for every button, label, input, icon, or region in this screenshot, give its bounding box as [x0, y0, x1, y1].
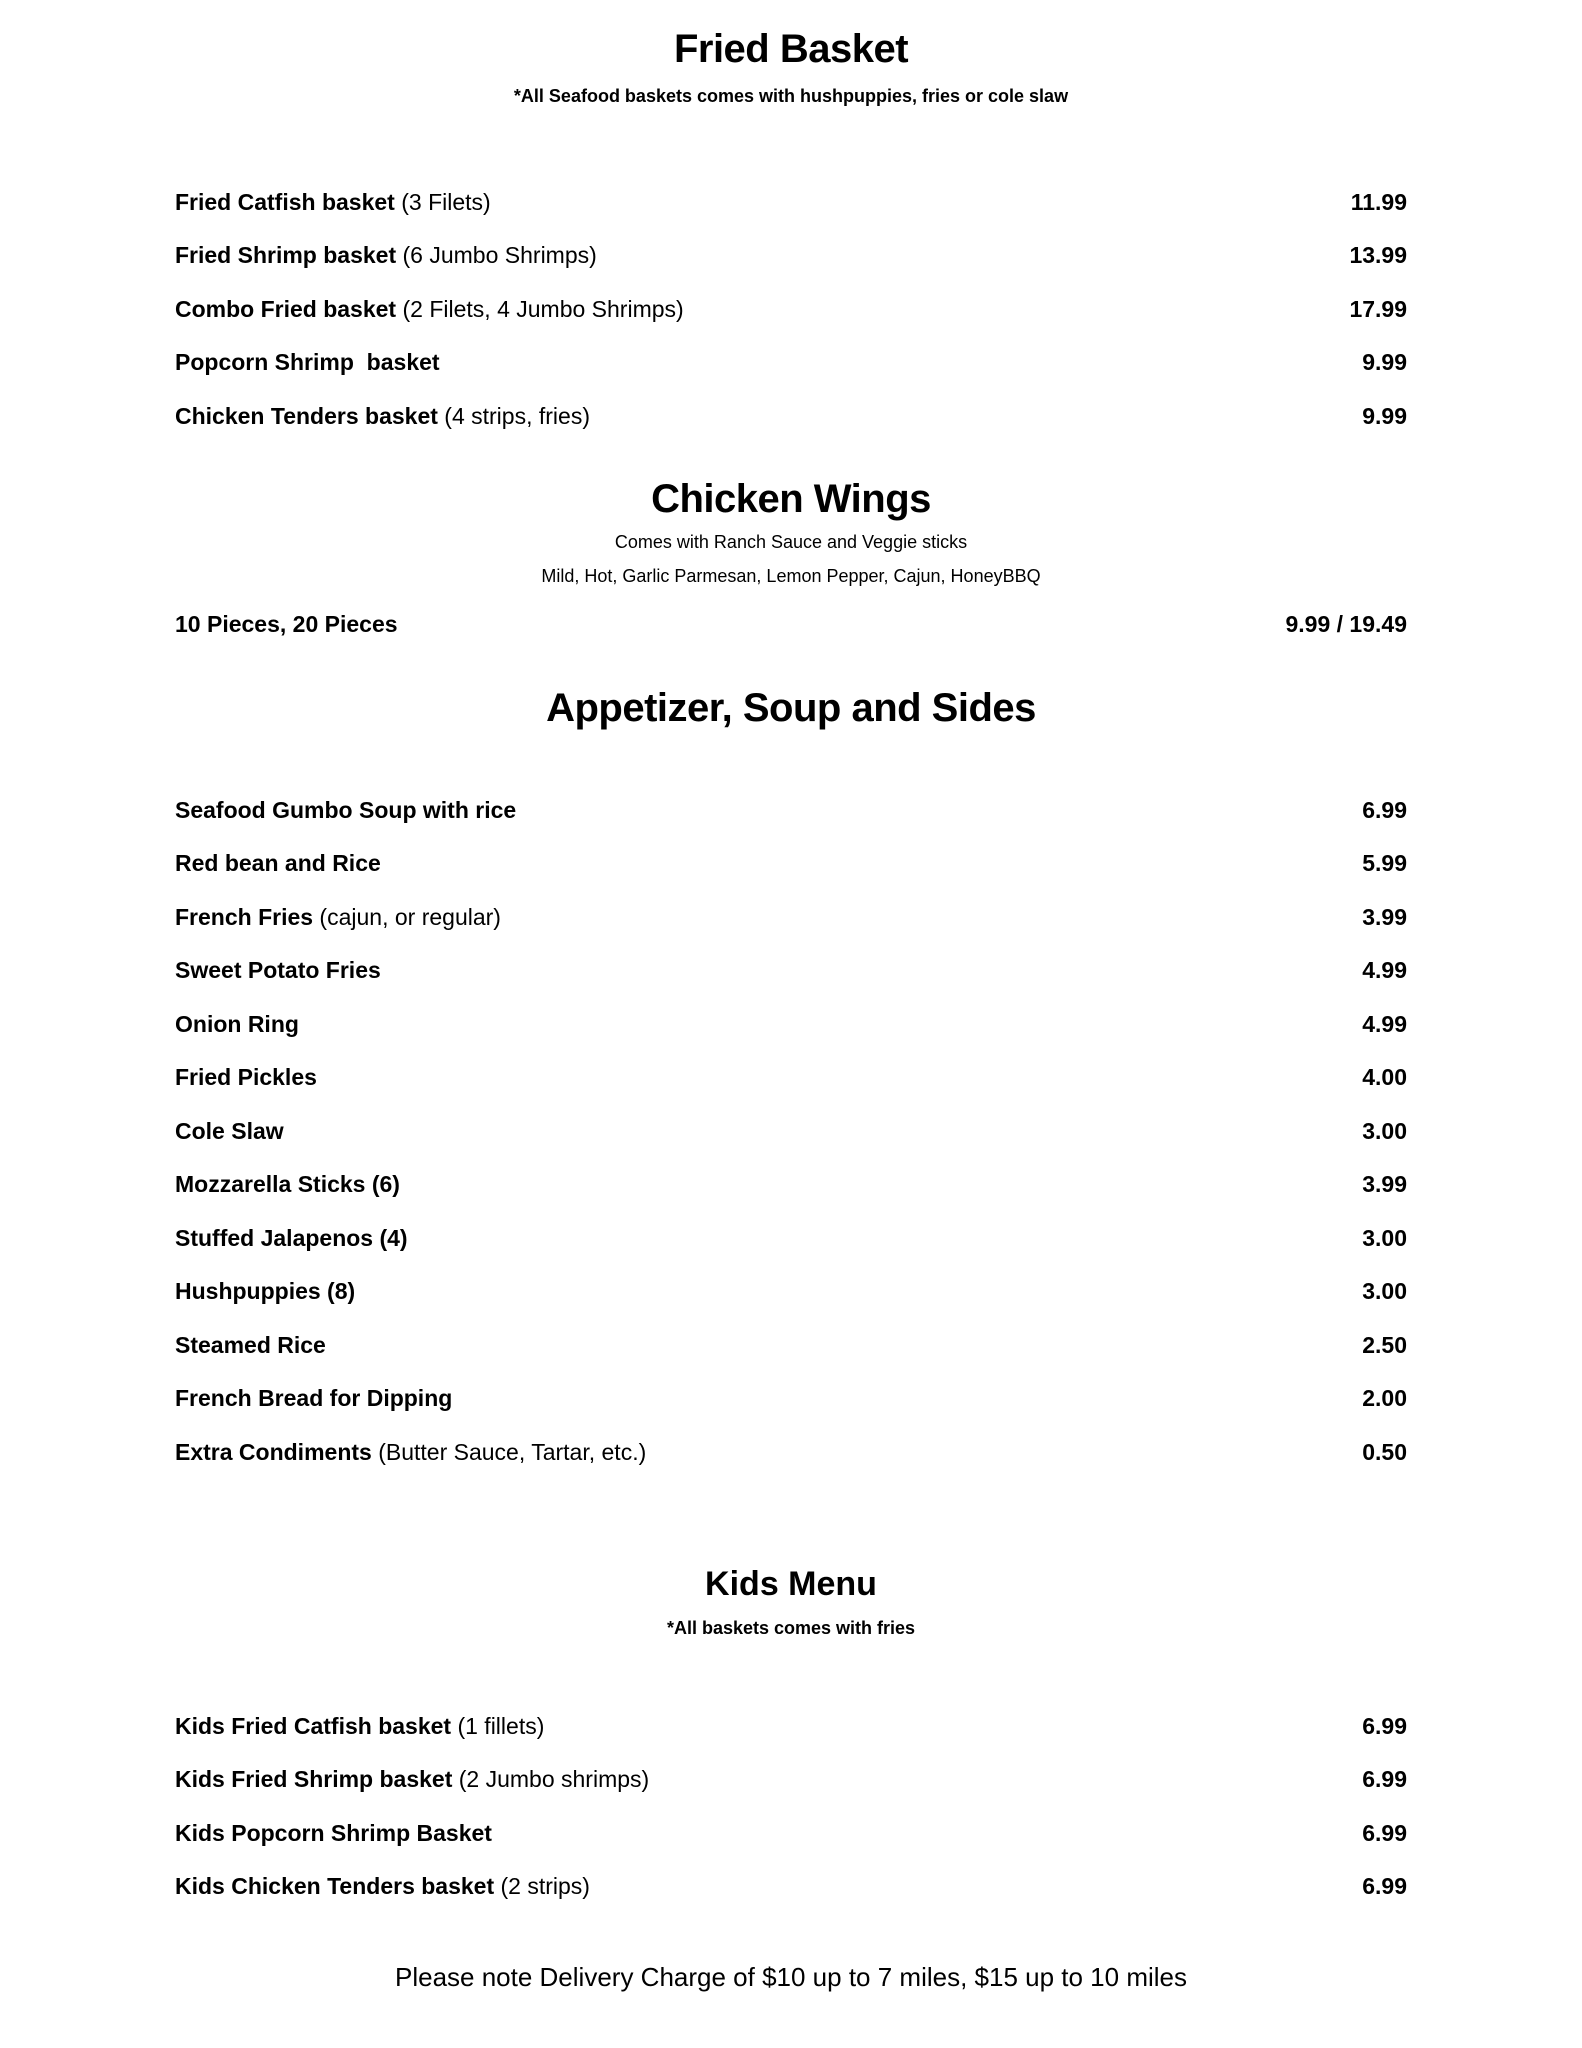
item-name: Seafood Gumbo Soup with rice — [175, 797, 517, 823]
item-detail: (Butter Sauce, Tartar, etc.) — [371, 1439, 647, 1465]
item-label — [175, 1060, 317, 1094]
item-name: Fried Shrimp basket — [175, 242, 397, 268]
item-price: 3.00 — [1362, 1118, 1407, 1144]
item-label — [175, 1007, 299, 1041]
item-detail: (cajun, or regular) — [313, 904, 501, 930]
item-name: Onion Ring — [175, 1011, 299, 1037]
item-price: 6.99 — [1362, 797, 1407, 823]
menu-item — [175, 185, 1407, 219]
menu-item — [175, 607, 1407, 641]
item-price: 9.99 — [1362, 403, 1407, 429]
item-label — [175, 1435, 646, 1469]
kids-menu-note: *All baskets comes with fries — [666, 1618, 916, 1638]
item-price: 0.50 — [1362, 1439, 1407, 1465]
item-name: Steamed Rice — [175, 1332, 326, 1358]
menu-item — [175, 846, 1407, 880]
menu-item — [175, 793, 1407, 827]
item-name: Red bean and Rice — [175, 850, 381, 876]
item-label — [175, 607, 398, 641]
item-detail: (2 Jumbo shrimps) — [452, 1766, 650, 1792]
item-label — [175, 345, 440, 379]
menu-item — [175, 1007, 1407, 1041]
item-name: Sweet Potato Fries — [175, 957, 381, 983]
menu-item — [175, 345, 1407, 379]
item-price: 3.00 — [1362, 1278, 1407, 1304]
menu-item — [175, 1869, 1407, 1903]
item-price: 2.00 — [1362, 1385, 1407, 1411]
item-label — [175, 1381, 452, 1415]
item-label — [175, 1221, 408, 1255]
menu-item — [175, 238, 1407, 272]
menu-item — [175, 1114, 1407, 1148]
item-label — [175, 1274, 355, 1308]
menu-item — [175, 953, 1407, 987]
delivery-charge-note: Please note Delivery Charge of $10 up to 7 miles, $15 up to 10 miles — [394, 1962, 1187, 1992]
item-detail: (1 fillets) — [451, 1713, 545, 1739]
item-label — [175, 846, 381, 880]
menu-item — [175, 1709, 1407, 1743]
item-label — [175, 1869, 590, 1903]
chicken-wings-flavors: Mild, Hot, Garlic Parmesan, Lemon Pepper, Cajun, HoneyBBQ — [541, 566, 1041, 586]
item-price: 3.99 — [1362, 1171, 1407, 1197]
menu-item — [175, 1381, 1407, 1415]
item-label — [175, 1816, 492, 1850]
menu-item — [175, 1762, 1407, 1796]
menu-item — [175, 292, 1407, 326]
item-name: Extra Condiments — [175, 1439, 372, 1465]
item-detail: (2 strips) — [494, 1873, 590, 1899]
menu-item — [175, 1060, 1407, 1094]
item-name: Kids Popcorn Shrimp Basket — [175, 1820, 492, 1846]
item-name: Combo Fried basket — [175, 296, 397, 322]
item-name: Kids Chicken Tenders basket — [175, 1873, 495, 1899]
item-name: Cole Slaw — [175, 1118, 284, 1144]
menu-item — [175, 1274, 1407, 1308]
menu-item — [175, 1167, 1407, 1201]
menu-item — [175, 399, 1407, 433]
item-price: 6.99 — [1362, 1873, 1407, 1899]
item-price: 6.99 — [1362, 1766, 1407, 1792]
item-name: French Fries — [175, 904, 314, 930]
fried-basket-note: *All Seafood baskets comes with hushpuppies, fries or cole slaw — [513, 86, 1069, 106]
menu-item — [175, 1435, 1407, 1469]
item-price: 4.99 — [1362, 1011, 1407, 1037]
item-label — [175, 1762, 649, 1796]
appetizers-title: Appetizer, Soup and Sides — [546, 686, 1036, 730]
item-price: 17.99 — [1349, 296, 1407, 322]
item-detail: (4 strips, fries) — [437, 403, 590, 429]
item-price: 6.99 — [1362, 1820, 1407, 1846]
item-detail: (2 Filets, 4 Jumbo Shrimps) — [396, 296, 684, 322]
item-price: 5.99 — [1362, 850, 1407, 876]
item-price: 13.99 — [1349, 242, 1407, 268]
chicken-wings-note: Comes with Ranch Sauce and Veggie sticks — [614, 532, 968, 552]
menu-item — [175, 1221, 1407, 1255]
item-price: 9.99 — [1362, 349, 1407, 375]
item-name: Stuffed Jalapenos (4) — [175, 1225, 408, 1251]
item-label — [175, 1167, 400, 1201]
item-price: 4.99 — [1362, 957, 1407, 983]
item-detail: (3 Filets) — [394, 189, 491, 215]
item-price: 2.50 — [1362, 1332, 1407, 1358]
kids-menu-title: Kids Menu — [705, 1565, 877, 1603]
item-label — [175, 1328, 326, 1362]
item-label — [175, 953, 381, 987]
menu-item — [175, 900, 1407, 934]
item-name: Kids Fried Catfish basket — [175, 1713, 452, 1739]
item-label — [175, 900, 501, 934]
fried-basket-title: Fried Basket — [673, 27, 909, 71]
item-name: French Bread for Dipping — [175, 1385, 453, 1411]
item-detail: (6 Jumbo Shrimps) — [396, 242, 597, 268]
menu-item — [175, 1328, 1407, 1362]
item-name: Hushpuppies (8) — [175, 1278, 356, 1304]
item-price: 4.00 — [1362, 1064, 1407, 1090]
item-price: 6.99 — [1362, 1713, 1407, 1739]
item-price: 3.00 — [1362, 1225, 1407, 1251]
item-label — [175, 1114, 284, 1148]
item-name: Fried Catfish basket — [175, 189, 395, 215]
item-label — [175, 292, 684, 326]
item-name: 10 Pieces, 20 Pieces — [175, 611, 398, 637]
item-name: Kids Fried Shrimp basket — [175, 1766, 453, 1792]
chicken-wings-title: Chicken Wings — [651, 477, 931, 521]
item-name: Mozzarella Sticks (6) — [175, 1171, 400, 1197]
item-name: Fried Pickles — [175, 1064, 317, 1090]
item-label — [175, 793, 516, 827]
item-label — [175, 399, 590, 433]
item-label — [175, 238, 597, 272]
item-label — [175, 1709, 544, 1743]
item-price: 3.99 — [1362, 904, 1407, 930]
item-price: 11.99 — [1350, 189, 1407, 215]
item-price: 9.99 / 19.49 — [1285, 611, 1407, 637]
item-name: Chicken Tenders basket — [175, 403, 438, 429]
menu-item — [175, 1816, 1407, 1850]
item-name: Popcorn Shrimp basket — [175, 349, 440, 375]
item-label — [175, 185, 491, 219]
